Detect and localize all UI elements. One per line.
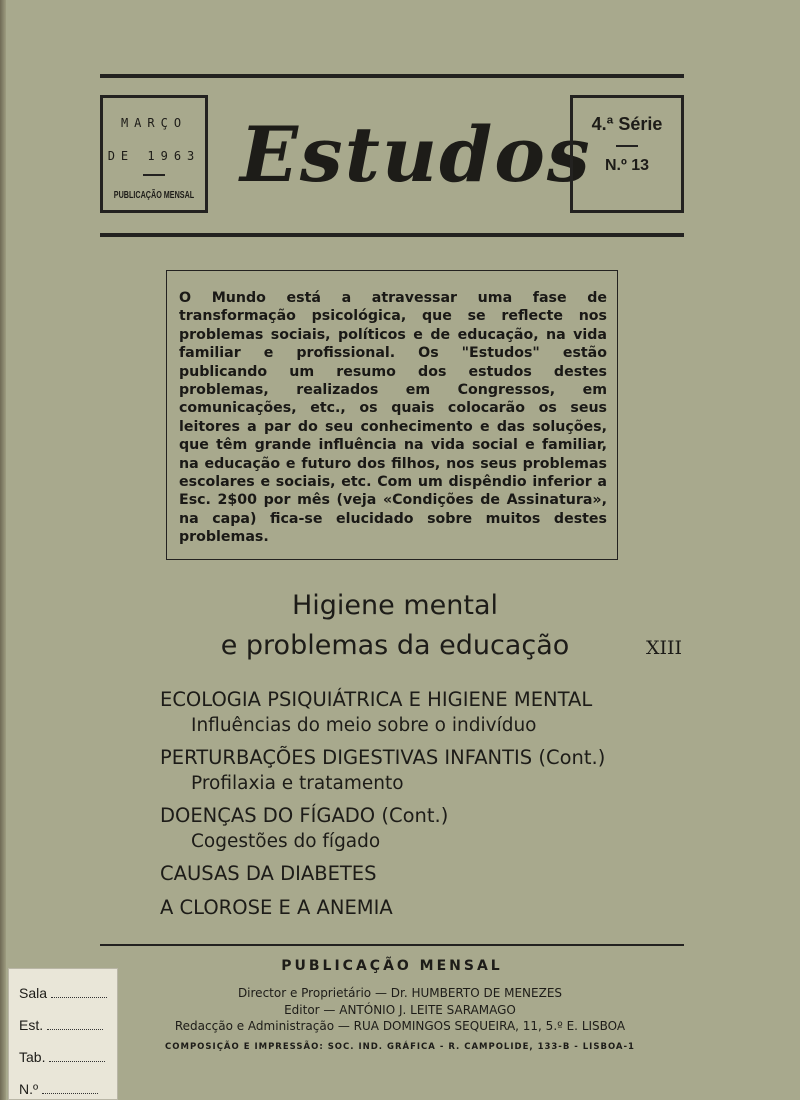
date-box-divider [143, 174, 165, 176]
cover-spine-edge [0, 0, 6, 1100]
series-label: 4.ª Série [591, 114, 663, 134]
series-box [570, 95, 684, 213]
topic-title: CAUSAS DA DIABETES [160, 862, 377, 885]
label-dots [51, 997, 107, 998]
main-title-line2: e problemas da educação [220, 630, 570, 661]
library-label [8, 968, 118, 1100]
label-est: Est. [19, 1017, 44, 1033]
volume-number: XIII [646, 637, 683, 659]
main-title-line1: Higiene mental [291, 590, 499, 621]
footer-director: Director e Proprietário — Dr. HUMBERTO DE MENEZES [237, 986, 563, 1000]
series-box-divider [616, 145, 638, 147]
publication-type: PUBLICAÇÃO MENSAL [113, 190, 195, 201]
issue-month: MARÇO [120, 116, 188, 130]
label-sala: Sala [19, 985, 48, 1001]
header-bottom-rule [100, 233, 684, 237]
date-box [100, 95, 208, 213]
label-dots [42, 1093, 98, 1094]
topics-list [160, 688, 640, 920]
topic-subtitle: Profilaxia e tratamento [191, 773, 404, 794]
footer-title: PUBLICAÇÃO MENSAL [281, 958, 503, 974]
footer-address: Redacção e Administração — RUA DOMINGOS SEQUEIRA, 11, 5.º E. LISBOA [174, 1019, 626, 1033]
label-row-tab [19, 1049, 115, 1065]
label-row-no [19, 1081, 115, 1097]
footer-rule [100, 944, 684, 946]
topic-title: DOENÇAS DO FÍGADO (Cont.) [160, 804, 449, 827]
issue-number: N.º 13 [604, 157, 650, 174]
label-dots [49, 1061, 105, 1062]
label-row-est [19, 1017, 115, 1033]
footer-editor: Editor — ANTÓNIO J. LEITE SARAMAGO [284, 1003, 516, 1017]
intro-text: O Mundo está a atravessar uma fase de transformação psicológica, que se reflecte nos problemas sociais, políticos e de educação, na vida familiar e profissional. Os "Estudos" estão publicando um resumo dos estudos destes problemas, realizados em Congressos, em comunicações, etc., os quais colocarão os seus leitores a par do seu conhecimento e das soluções, que têm grande influência na vida social e familiar, na educação e futuro dos filhos, nos seus problemas escolares e sociais, etc. Com um dispêndio inferior a Esc. 2$00 por mês (veja «Condições de Assinatura», na capa) fica-se elucidado sobre muitos destes problemas. [179, 290, 607, 546]
topic-title: PERTURBAÇÕES DIGESTIVAS INFANTIS (Cont.) [160, 746, 606, 769]
topic-title: A CLOROSE E A ANEMIA [160, 896, 393, 919]
topic-title: ECOLOGIA PSIQUIÁTRICA E HIGIENE MENTAL [160, 688, 593, 711]
topic-subtitle: Cogestões do fígado [191, 831, 381, 852]
label-tab: Tab. [19, 1049, 46, 1065]
footer-printing: COMPOSIÇÃO E IMPRESSÃO: SOC. IND. GRÁFICA - R. CAMPOLIDE, 133-B - LISBOA-1 [165, 1042, 635, 1052]
masthead-title: Estudos [240, 110, 592, 199]
top-rule [100, 74, 684, 78]
topic-subtitle: Influências do meio sobre o indivíduo [191, 715, 537, 736]
issue-year: DE 1963 [107, 149, 201, 163]
label-dots [47, 1029, 103, 1030]
intro-box [166, 270, 618, 560]
label-row-sala [19, 985, 115, 1001]
label-no: N.º [19, 1081, 39, 1097]
